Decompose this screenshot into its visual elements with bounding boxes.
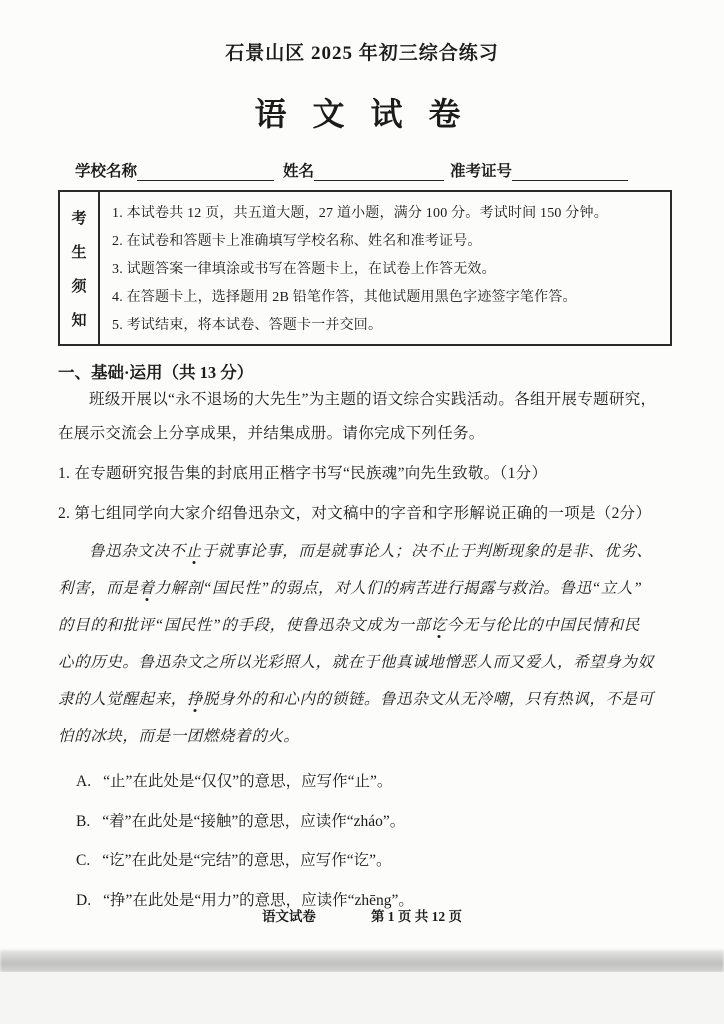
notice-side-char: 须	[71, 278, 87, 295]
section-intro	[58, 383, 672, 451]
option-a-text: “止”在此处是“仅仅”的意思，应写作“止”。	[103, 773, 393, 790]
option-c-text: “讫”在此处是“完结”的意思，应写作“讫”。	[102, 852, 392, 869]
exam-id-blank	[512, 164, 628, 181]
notice-item: 3. 试题答案一律填涂或书写在答题卡上，在试卷上作答无效。	[112, 262, 496, 277]
notice-item: 1. 本试卷共 12 页，共五道大题，27 道小题，满分 100 分。考试时间 150 分钟。	[112, 206, 608, 221]
candidate-fields-row	[75, 159, 672, 181]
footer-page-info: 第 1 页 共 12 页	[370, 909, 463, 924]
option-a	[76, 762, 672, 802]
passage-line: 的目的和批评“国民性”的手段，使鲁迅杂文成为一部讫今无与伦比的中国民情和民	[58, 617, 640, 634]
candidate-notice-box	[58, 190, 672, 346]
name-label: 姓名	[283, 163, 315, 180]
notice-side-char: 知	[71, 312, 87, 329]
option-d-text: “挣”在此处是“用力”的意思，应读作“zhēng”。	[103, 891, 414, 909]
name-blank	[314, 164, 444, 181]
intro-line: 在展示交流会上分享成果，并结集成册。请你完成下列任务。	[58, 425, 485, 442]
passage-line: 隶的人觉醒起来，挣脱身外的和心内的锁链。鲁迅杂文从无冷嘲，只有热讽，不是可	[58, 691, 654, 708]
luxun-essay-passage	[58, 533, 672, 755]
notice-item: 5. 考试结束，将本试卷、答题卡一并交回。	[112, 318, 383, 333]
passage-line: 鲁迅杂文决不止于就事论事，而是就事论人；决不止于判断现象的是非、优劣、	[89, 543, 653, 560]
question-2-stem: 2. 第七组同学向大家介绍鲁迅杂文，对文稿中的字音和字形解说正确的一项是（2分）	[58, 505, 652, 522]
notice-items	[100, 192, 670, 344]
page-footer	[0, 905, 724, 925]
option-b-letter: B.	[76, 812, 91, 830]
school-name-blank	[137, 164, 274, 181]
passage-line: 利害，而是着力解剖“国民性”的弱点，对人们的病苦进行揭露与救治。鲁迅“立人”	[58, 580, 643, 597]
school-name-label: 学校名称	[75, 163, 138, 180]
option-a-letter: A.	[76, 773, 92, 790]
option-c	[76, 841, 672, 881]
question-2-options	[76, 762, 672, 920]
notice-side-char: 生	[71, 244, 87, 261]
option-b-text: “着”在此处是“接触”的意思，应读作“zháo”。	[102, 812, 406, 830]
scanner-background	[0, 972, 724, 1024]
option-d-letter: D.	[76, 891, 92, 909]
question-1-stem: 1. 在专题研究报告集的封底用正楷字书写“民族魂”向先生致敬。（1分）	[58, 465, 548, 482]
footer-doc-label: 语文试卷	[261, 909, 316, 924]
notice-item: 2. 在试卷和答题卡上准确填写学校名称、姓名和准考证号。	[112, 234, 482, 249]
section-one-heading: 一、基础·运用（共 13 分）	[58, 363, 254, 382]
passage-line: 怕的冰块，而是一团燃烧着的火。	[58, 728, 300, 745]
scanned-page-bottom-edge	[0, 950, 724, 973]
option-b	[76, 802, 672, 842]
option-c-letter: C.	[76, 852, 91, 869]
exam-id-label: 准考证号	[450, 163, 513, 180]
notice-item: 4. 在答题卡上，选择题用 2B 铅笔作答，其他试题用黑色字迹签字笔作答。	[112, 290, 577, 305]
notice-side-char: 考	[71, 210, 87, 227]
exam-title: 语 文 试 卷	[254, 96, 470, 132]
notice-side-label	[60, 192, 100, 344]
passage-line: 心的历史。鲁迅杂文之所以光彩照人，就在于他真诚地憎恶人而又爱人，希望身为奴	[58, 654, 654, 671]
intro-line: 班级开展以“永不退场的大先生”为主题的语文综合实践活动。各组开展专题研究，	[89, 391, 657, 408]
exam-meta-title: 石景山区 2025 年初三综合练习	[225, 43, 499, 64]
